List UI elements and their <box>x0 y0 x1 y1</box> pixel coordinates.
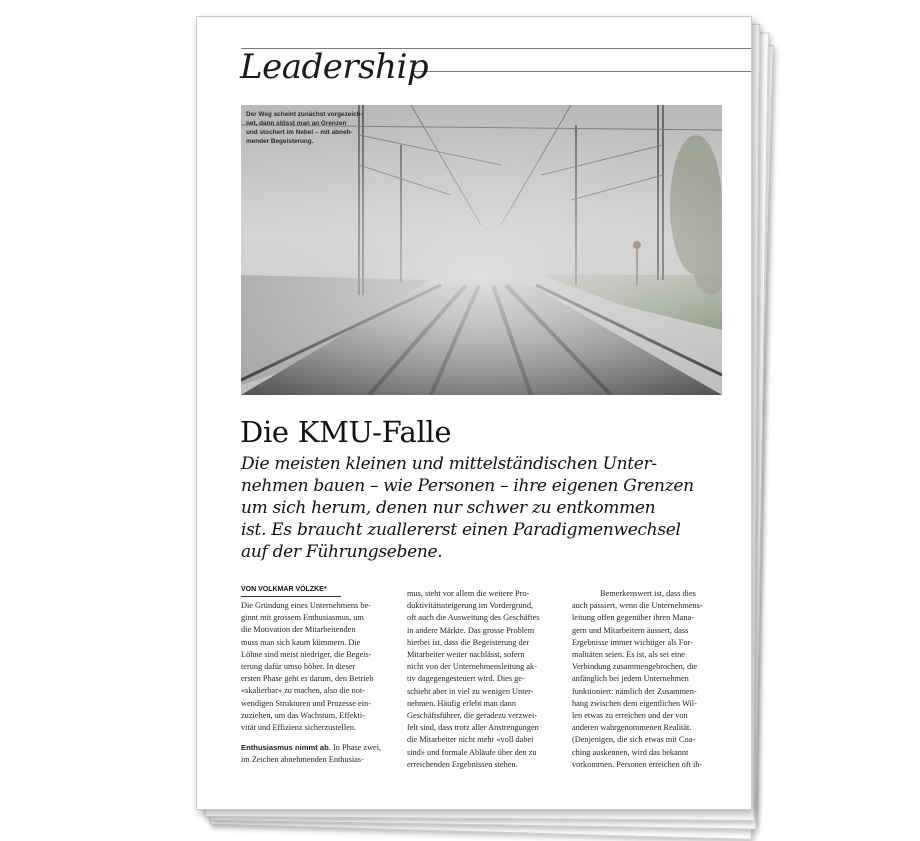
body-line: ching auskennen, wird das bekannt <box>572 747 689 757</box>
body-line: vorkommen. Personen erreichen oft ih- <box>572 759 703 769</box>
caption-line: mender Begeisterung. <box>246 138 314 145</box>
article-headline: Die KMU-Falle <box>240 415 452 449</box>
body-line: Bemerkenswert ist, dass dies <box>600 589 696 598</box>
body-line: die Motivation der Mitarbeitenden <box>241 625 356 635</box>
body-line: terung dafür umso höher. In dieser <box>241 662 356 672</box>
body-line: Die Gründung eines Unternehmens be- <box>241 601 371 610</box>
body-column-1 <box>241 585 391 767</box>
section-title: Leadership <box>240 47 429 87</box>
body-line: felt sind, dass trotz aller Anstrengungen <box>407 723 539 733</box>
body-line: mus, steht vor allem die weitere Pro- <box>407 589 530 598</box>
body-column-2 <box>407 588 557 771</box>
body-line: schieht aber in viel zu wenigen Unter- <box>407 686 534 696</box>
body-line: tiv dagegengesteuert wird. Dies ge- <box>407 674 525 684</box>
lead-line: ist. Es braucht zuallererst einen Paradigmenwechsel <box>241 520 681 540</box>
paragraph-gap <box>241 734 391 742</box>
body-line: Geschäftsführer, die geradezu verzwei- <box>407 711 538 721</box>
body-line: sind» und formale Abläufe über den zu <box>407 747 537 757</box>
body-line: vität und Effizienz sicherzustellen. <box>241 723 357 733</box>
body-line: im Zeichen abnehmenden Enthusias- <box>241 755 364 765</box>
lead-line: um sich herum, denen nur schwer zu entkommen <box>241 498 656 518</box>
lead-line: auf der Führungsebene. <box>241 542 443 562</box>
body-column-3 <box>572 588 722 771</box>
body-line: anfänglich bei jedem Unternehmen <box>572 674 689 684</box>
body-text: In Phase zwei, <box>330 743 382 753</box>
author-byline: VON VOLKMAR VÖLZKE* <box>241 585 341 597</box>
lead-line: Die meisten kleinen und mittelständischen Unter- <box>241 454 657 474</box>
body-line: hang zwischen dem eigentlichen Wil- <box>572 698 697 708</box>
body-line: anderen wahrgenommenen Realität. <box>572 723 692 733</box>
caption-line: Der Weg scheint zunächst vorgezeich- <box>246 111 363 118</box>
body-line: leitung offen gegenüber ihren Mana- <box>572 613 694 623</box>
body-line: funktioniert: nämlich der Zusammen- <box>572 686 697 696</box>
body-line: muss man sich kaum kümmern. Die <box>241 637 361 647</box>
body-line: Ergebnisse immer wichtiger als For- <box>572 637 693 647</box>
body-line: malitäten seien. Es ist, als sei eine <box>572 650 685 660</box>
body-line: len etwas zu erreichen und der von <box>572 711 688 721</box>
body-line: erreichenden Ergebnissen stehen. <box>407 759 518 769</box>
body-line: zuziehen, um das Wachstum, Effekti- <box>241 710 365 720</box>
body-line: nehmen. Häufig erlebt man dann <box>407 698 516 708</box>
body-line: oft auch die Ausweitung des Geschäftes <box>407 613 540 623</box>
foggy-railway-image <box>241 105 722 395</box>
article-photo <box>241 105 722 395</box>
body-line: die Mitarbeiter nicht mehr «voll dabei <box>407 735 534 745</box>
body-line: ginnt mit grossem Enthusiasmus, um <box>241 613 364 623</box>
article-lead <box>241 453 711 563</box>
header-rule <box>413 71 751 72</box>
caption-line: net, dann stösst man an Grenzen <box>246 120 347 127</box>
body-line <box>241 742 391 754</box>
photo-caption <box>246 110 384 146</box>
body-line: (Denjenigen, die sich etwas mit Coa- <box>572 735 696 745</box>
body-line: wendigen Strukturen und Prozesse ein- <box>241 698 371 708</box>
body-line: duktivitätssteigerung im Vordergrund, <box>407 601 534 611</box>
body-line: Mitarbeiter weiter nachlässt, sofern <box>407 650 525 660</box>
caption-line: und stochert im Nebel – mit abneh- <box>246 129 353 136</box>
body-line: in andere Märkte. Das grosse Problem <box>407 625 535 635</box>
body-line: ersten Phase geht es darum, den Betrieb <box>241 674 374 684</box>
body-line: nicht von der Unternehmensleitung ak- <box>407 662 537 672</box>
body-line: auch passiert, wenn die Unternehmens- <box>572 601 703 611</box>
subhead-runin: Enthusiasmus nimmt ab. <box>241 743 331 753</box>
lead-line: nehmen bauen – wie Personen – ihre eigenen Grenzen <box>241 476 694 496</box>
body-line: Löhne sind meist niedriger, die Begeis- <box>241 649 372 659</box>
body-line: gern und Mitarbeitern äussert, dass <box>572 625 689 635</box>
body-line: «skalierbar» zu machen, also die not- <box>241 686 365 696</box>
body-line: Verbindung zusammengebrochen, die <box>572 662 698 672</box>
body-line: hierbei ist, dass die Begeisterung der <box>407 637 530 647</box>
magazine-page <box>196 16 752 810</box>
